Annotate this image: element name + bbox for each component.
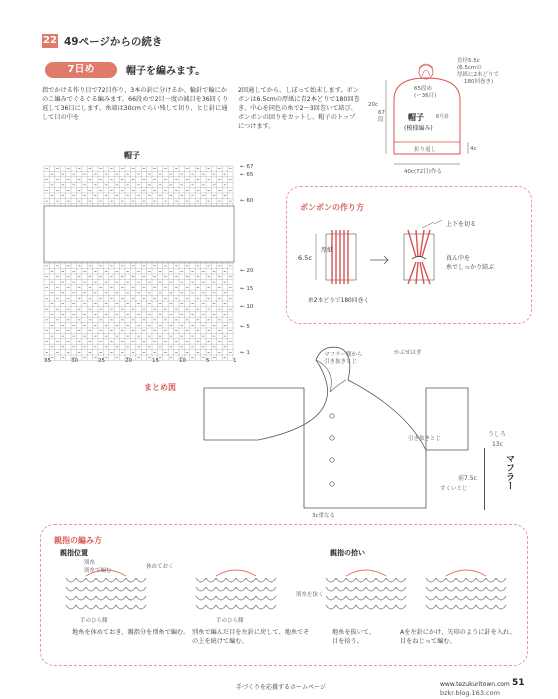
width-label: 40c(72目)作る bbox=[404, 169, 442, 175]
knit-loop bbox=[386, 578, 396, 582]
knit-loop bbox=[236, 587, 246, 591]
scissors-icon bbox=[422, 220, 442, 228]
knit-loop bbox=[386, 587, 396, 591]
side-stitch-label: すくいとじ bbox=[440, 486, 468, 492]
tie-knot bbox=[412, 257, 426, 260]
pull-label: 引き抜きとじ bbox=[408, 436, 442, 442]
contrast-yarn bbox=[346, 570, 386, 576]
knit-loop bbox=[426, 578, 436, 582]
knit-loop bbox=[126, 605, 136, 609]
knit-loop bbox=[466, 587, 476, 591]
measure-label: 13c bbox=[492, 441, 503, 448]
column-label: 25 bbox=[98, 358, 105, 362]
knit-loop bbox=[126, 578, 136, 582]
knit-loop bbox=[456, 605, 466, 609]
knit-loop bbox=[336, 596, 346, 600]
pompom-note-4: 180回巻き) bbox=[464, 79, 494, 85]
pompom-note-3: 厚紙に2本どりで bbox=[457, 72, 499, 78]
knit-loop bbox=[256, 596, 266, 600]
row-label: ← 20 bbox=[240, 268, 254, 274]
knit-loop bbox=[256, 587, 266, 591]
reduce-label: 65段め bbox=[414, 86, 432, 92]
palm-label-1: 手のひら側 bbox=[80, 618, 108, 624]
muffler-tab bbox=[484, 448, 529, 510]
knit-loop bbox=[86, 596, 96, 600]
row-label: ← 5 bbox=[240, 324, 250, 330]
knit-loop bbox=[396, 605, 406, 609]
pompom-diagram bbox=[296, 214, 524, 314]
knit-loop bbox=[346, 578, 356, 582]
hat-stitch-chart bbox=[40, 162, 276, 362]
muffler-join-2: 引き抜きとじ bbox=[324, 359, 358, 365]
knit-loop bbox=[226, 596, 236, 600]
knit-loop bbox=[436, 605, 446, 609]
knit-loop bbox=[376, 605, 386, 609]
footer-url[interactable]: www.tezukuritown.com bbox=[440, 681, 510, 688]
thumb-title: 親指の編み方 bbox=[54, 536, 102, 545]
knit-loop bbox=[86, 578, 96, 582]
column-label: 10 bbox=[179, 358, 186, 362]
day-label-pill: 7日め bbox=[45, 62, 117, 78]
contrast-yarn bbox=[446, 570, 486, 576]
knit-loop bbox=[236, 605, 246, 609]
cardigan-outline bbox=[204, 388, 426, 508]
knit-loop bbox=[106, 587, 116, 591]
thumb-desc-1: 地糸を休めておき、親指分を別糸で編む。 bbox=[72, 629, 190, 636]
knit-loop bbox=[336, 605, 346, 609]
knit-loop bbox=[66, 587, 76, 591]
knit-loop bbox=[106, 605, 116, 609]
knit-loop bbox=[216, 578, 226, 582]
yarn-label-2: 別糸で編む bbox=[84, 568, 112, 574]
thumb-position-title: 親指位置 bbox=[60, 549, 88, 557]
knit-loop bbox=[216, 596, 226, 600]
knit-swatch-4 bbox=[426, 570, 506, 609]
knit-loop bbox=[86, 587, 96, 591]
knit-loop bbox=[76, 605, 86, 609]
knit-loop bbox=[486, 587, 496, 591]
knit-loop bbox=[246, 587, 256, 591]
knit-loop bbox=[216, 587, 226, 591]
knit-loop bbox=[96, 596, 106, 600]
knit-loop bbox=[366, 605, 376, 609]
hook-label: かぶせはぎ bbox=[394, 350, 422, 356]
knit-loop bbox=[366, 587, 376, 591]
column-label: 30 bbox=[71, 358, 78, 362]
knit-loop bbox=[106, 578, 116, 582]
knit-loop bbox=[266, 596, 276, 600]
button-row bbox=[330, 414, 334, 486]
knit-loop bbox=[226, 605, 236, 609]
column-label: 1 bbox=[233, 358, 237, 362]
arrow-icon bbox=[370, 256, 388, 264]
knit-loop bbox=[476, 578, 486, 582]
knit-loop bbox=[386, 596, 396, 600]
knit-loop bbox=[436, 596, 446, 600]
pick-desc-2: 目を拾う。 bbox=[332, 638, 363, 645]
knit-loop bbox=[376, 578, 386, 582]
intro-paragraph-1: 指でかける作り目で72目作り、3本の針に分けるか、輪針で輪にかのこ編みでぐるぐる編みます。66段めで2目一度の減目を36回くり返して36目にします。糸端は30cmぐらい残して切り、とじ針に通して目の中を bbox=[42, 87, 229, 121]
card-size: 6.5c bbox=[298, 254, 312, 262]
knit-loop bbox=[76, 587, 86, 591]
knit-loop bbox=[496, 587, 506, 591]
knit-loop bbox=[426, 596, 436, 600]
left-sleeve bbox=[204, 388, 258, 440]
rows-label-2: 段 bbox=[378, 117, 384, 123]
assembly-title: まとめ図 bbox=[144, 383, 176, 392]
pompom-note-2: (6.5cmの bbox=[457, 65, 482, 71]
pick-desc-1: 地糸を抜いて、 bbox=[332, 629, 376, 636]
knit-loop bbox=[446, 605, 456, 609]
wound-yarn-right bbox=[408, 230, 430, 284]
knit-loop bbox=[136, 587, 146, 591]
knit-swatch-1 bbox=[66, 570, 146, 609]
knit-loop bbox=[116, 596, 126, 600]
knit-loop bbox=[486, 596, 496, 600]
knit-loop bbox=[466, 578, 476, 582]
knit-loop bbox=[246, 596, 256, 600]
knit-loop bbox=[446, 587, 456, 591]
column-label: 20 bbox=[125, 358, 132, 362]
needle-label: 6号針 bbox=[436, 114, 450, 120]
knit-loop bbox=[446, 596, 456, 600]
row-label: ← 67 bbox=[240, 164, 254, 170]
section-title: 帽子を編みます。 bbox=[126, 66, 206, 77]
knit-swatch-3 bbox=[326, 570, 406, 609]
knit-loop bbox=[436, 578, 446, 582]
yarn-label-1: 別糸 bbox=[84, 560, 96, 566]
knit-loop bbox=[116, 605, 126, 609]
footer-watermark: bzkr.blog.163.com bbox=[440, 689, 500, 697]
card-left bbox=[326, 234, 356, 280]
knit-loop bbox=[246, 605, 256, 609]
knit-loop bbox=[266, 578, 276, 582]
knit-loop bbox=[66, 605, 76, 609]
column-label: 35 bbox=[44, 358, 51, 362]
chart-omitted-band bbox=[44, 206, 234, 262]
muffler-join-1: マフラー側から bbox=[324, 352, 363, 358]
knit-loop bbox=[246, 578, 256, 582]
card-label: 厚紙 bbox=[321, 247, 334, 254]
wind-instruction: 糸2本どりで180回巻く bbox=[308, 298, 370, 304]
row-label: ← 60 bbox=[240, 198, 254, 204]
knit-loop bbox=[496, 578, 506, 582]
row-labels bbox=[240, 164, 254, 356]
knit-loop bbox=[336, 587, 346, 591]
knit-loop bbox=[426, 587, 436, 591]
card-right bbox=[404, 234, 434, 280]
knit-loop bbox=[336, 578, 346, 582]
knit-loop bbox=[136, 605, 146, 609]
page-number-badge: 22 bbox=[43, 35, 57, 46]
knit-loop bbox=[236, 596, 246, 600]
pompom-title: ボンボンの作り方 bbox=[300, 203, 364, 212]
knit-loop bbox=[136, 596, 146, 600]
knit-loop bbox=[356, 605, 366, 609]
knit-swatch-2 bbox=[196, 570, 276, 609]
knit-loop bbox=[366, 596, 376, 600]
back-label: うしろ bbox=[488, 431, 507, 438]
knit-loop bbox=[326, 596, 336, 600]
knit-loop bbox=[256, 578, 266, 582]
knit-loop bbox=[326, 578, 336, 582]
knit-loop bbox=[386, 605, 396, 609]
knit-loop bbox=[376, 587, 386, 591]
thumb-knitting-diagrams bbox=[56, 556, 516, 626]
hat-chart-caption: 帽子 bbox=[124, 151, 140, 160]
pick-desc-3: Aを左針にかけ、矢印のように針を入れ、目をねじって編む。 bbox=[400, 629, 516, 645]
tie-instruction-2: 糸でしっかり結ぶ bbox=[446, 264, 495, 271]
knit-loop bbox=[76, 596, 86, 600]
knit-loop bbox=[346, 596, 356, 600]
band-label: 4c bbox=[470, 146, 477, 152]
row-label: ← 15 bbox=[240, 286, 254, 292]
front-measure: 前7.5c bbox=[458, 475, 477, 482]
knit-loop bbox=[346, 587, 356, 591]
knit-loop bbox=[86, 605, 96, 609]
pompom-strands bbox=[419, 64, 433, 76]
knit-loop bbox=[126, 587, 136, 591]
overlap-label: 3c重なる bbox=[312, 513, 336, 519]
knit-loop bbox=[136, 578, 146, 582]
continuation-heading: 49ページからの続き bbox=[64, 36, 163, 48]
knit-loop bbox=[206, 596, 216, 600]
knit-loop bbox=[486, 578, 496, 582]
knit-loop bbox=[476, 596, 486, 600]
knit-loop bbox=[346, 605, 356, 609]
reduce-count: (ー36目) bbox=[414, 93, 437, 99]
muffler-label: マフラー bbox=[504, 454, 514, 490]
column-label: 15 bbox=[152, 358, 159, 362]
knit-loop bbox=[106, 596, 116, 600]
knit-loop bbox=[116, 587, 126, 591]
knit-loop bbox=[196, 605, 206, 609]
intro-paragraph-2: 2回通してから、しぼって始末します。ボンボンは6.5cmの厚紙に青2本どりで180回巻き、中心を同色の糸で2〜3回巻いて結び、ボンボンの回りをカットし、帽子のトップにつけます。 bbox=[238, 87, 360, 130]
knit-loop bbox=[496, 605, 506, 609]
tie-instruction-1: 真ん中を bbox=[446, 255, 471, 262]
stitch-grid bbox=[44, 166, 233, 360]
knit-loop bbox=[96, 578, 106, 582]
knit-loop bbox=[266, 587, 276, 591]
knit-loop bbox=[226, 578, 236, 582]
knit-loop bbox=[216, 605, 226, 609]
hat-diagram bbox=[364, 50, 514, 178]
pompom-note-1: 直径5.5c bbox=[457, 58, 480, 64]
height-label: 20c bbox=[368, 102, 379, 108]
knit-loop bbox=[476, 605, 486, 609]
assembly-diagram bbox=[196, 340, 526, 520]
knit-loop bbox=[396, 596, 406, 600]
cut-instruction: 上下を切る bbox=[446, 221, 477, 228]
thumb-desc-2: 別糸で編んだ目を左針に戻して、地糸でその上を続けて編む。 bbox=[192, 629, 310, 645]
knit-loop bbox=[256, 605, 266, 609]
knit-loop bbox=[206, 587, 216, 591]
knit-loop bbox=[356, 578, 366, 582]
knit-loop bbox=[396, 578, 406, 582]
row-label: ← 10 bbox=[240, 304, 254, 310]
knit-loop bbox=[376, 596, 386, 600]
pompom-circle bbox=[419, 65, 433, 79]
footer-page-number: 51 bbox=[512, 678, 525, 688]
knit-loop bbox=[116, 578, 126, 582]
row-label: ← 1 bbox=[240, 350, 250, 356]
palm-label-2: 手のひら側 bbox=[216, 618, 244, 624]
knit-loop bbox=[96, 587, 106, 591]
knit-loop bbox=[356, 596, 366, 600]
knit-loop bbox=[196, 596, 206, 600]
knit-loop bbox=[456, 578, 466, 582]
knit-loop bbox=[226, 587, 236, 591]
knit-loop bbox=[206, 605, 216, 609]
knit-loop bbox=[66, 596, 76, 600]
knit-loop bbox=[236, 578, 246, 582]
knit-loop bbox=[486, 605, 496, 609]
knit-loop bbox=[196, 587, 206, 591]
rows-label: 67 bbox=[378, 110, 385, 116]
knit-loop bbox=[466, 596, 476, 600]
knit-loop bbox=[396, 587, 406, 591]
knit-loop bbox=[476, 587, 486, 591]
knit-loop bbox=[76, 578, 86, 582]
knit-loop bbox=[206, 578, 216, 582]
knit-loop bbox=[456, 587, 466, 591]
knit-loop bbox=[446, 578, 456, 582]
contrast-yarn bbox=[216, 570, 256, 576]
knit-loop bbox=[326, 605, 336, 609]
knit-loop bbox=[496, 596, 506, 600]
knit-loop bbox=[326, 587, 336, 591]
wound-yarn-left bbox=[332, 230, 348, 284]
column-label: 5 bbox=[206, 358, 210, 362]
fold-label: 折り返し bbox=[414, 147, 437, 153]
knit-loop bbox=[426, 605, 436, 609]
thumb-pick-title: 親指の拾い bbox=[330, 549, 365, 557]
knit-loop bbox=[366, 578, 376, 582]
knit-loop bbox=[66, 578, 76, 582]
knit-loop bbox=[356, 587, 366, 591]
knit-loop bbox=[456, 596, 466, 600]
row-label: ← 65 bbox=[240, 172, 254, 178]
knit-loop bbox=[266, 605, 276, 609]
pattern-label: (模様編み) bbox=[404, 125, 433, 132]
knit-loop bbox=[126, 596, 136, 600]
rest-label: 休めておく bbox=[146, 564, 174, 570]
knit-loop bbox=[466, 605, 476, 609]
knit-loop bbox=[96, 605, 106, 609]
knit-loop bbox=[196, 578, 206, 582]
footer-label: 手づくりを応援するホームページ bbox=[236, 684, 326, 691]
knit-loop bbox=[436, 587, 446, 591]
hat-name: 帽子 bbox=[408, 113, 424, 122]
remove-label: 別糸を抜く bbox=[296, 592, 324, 598]
